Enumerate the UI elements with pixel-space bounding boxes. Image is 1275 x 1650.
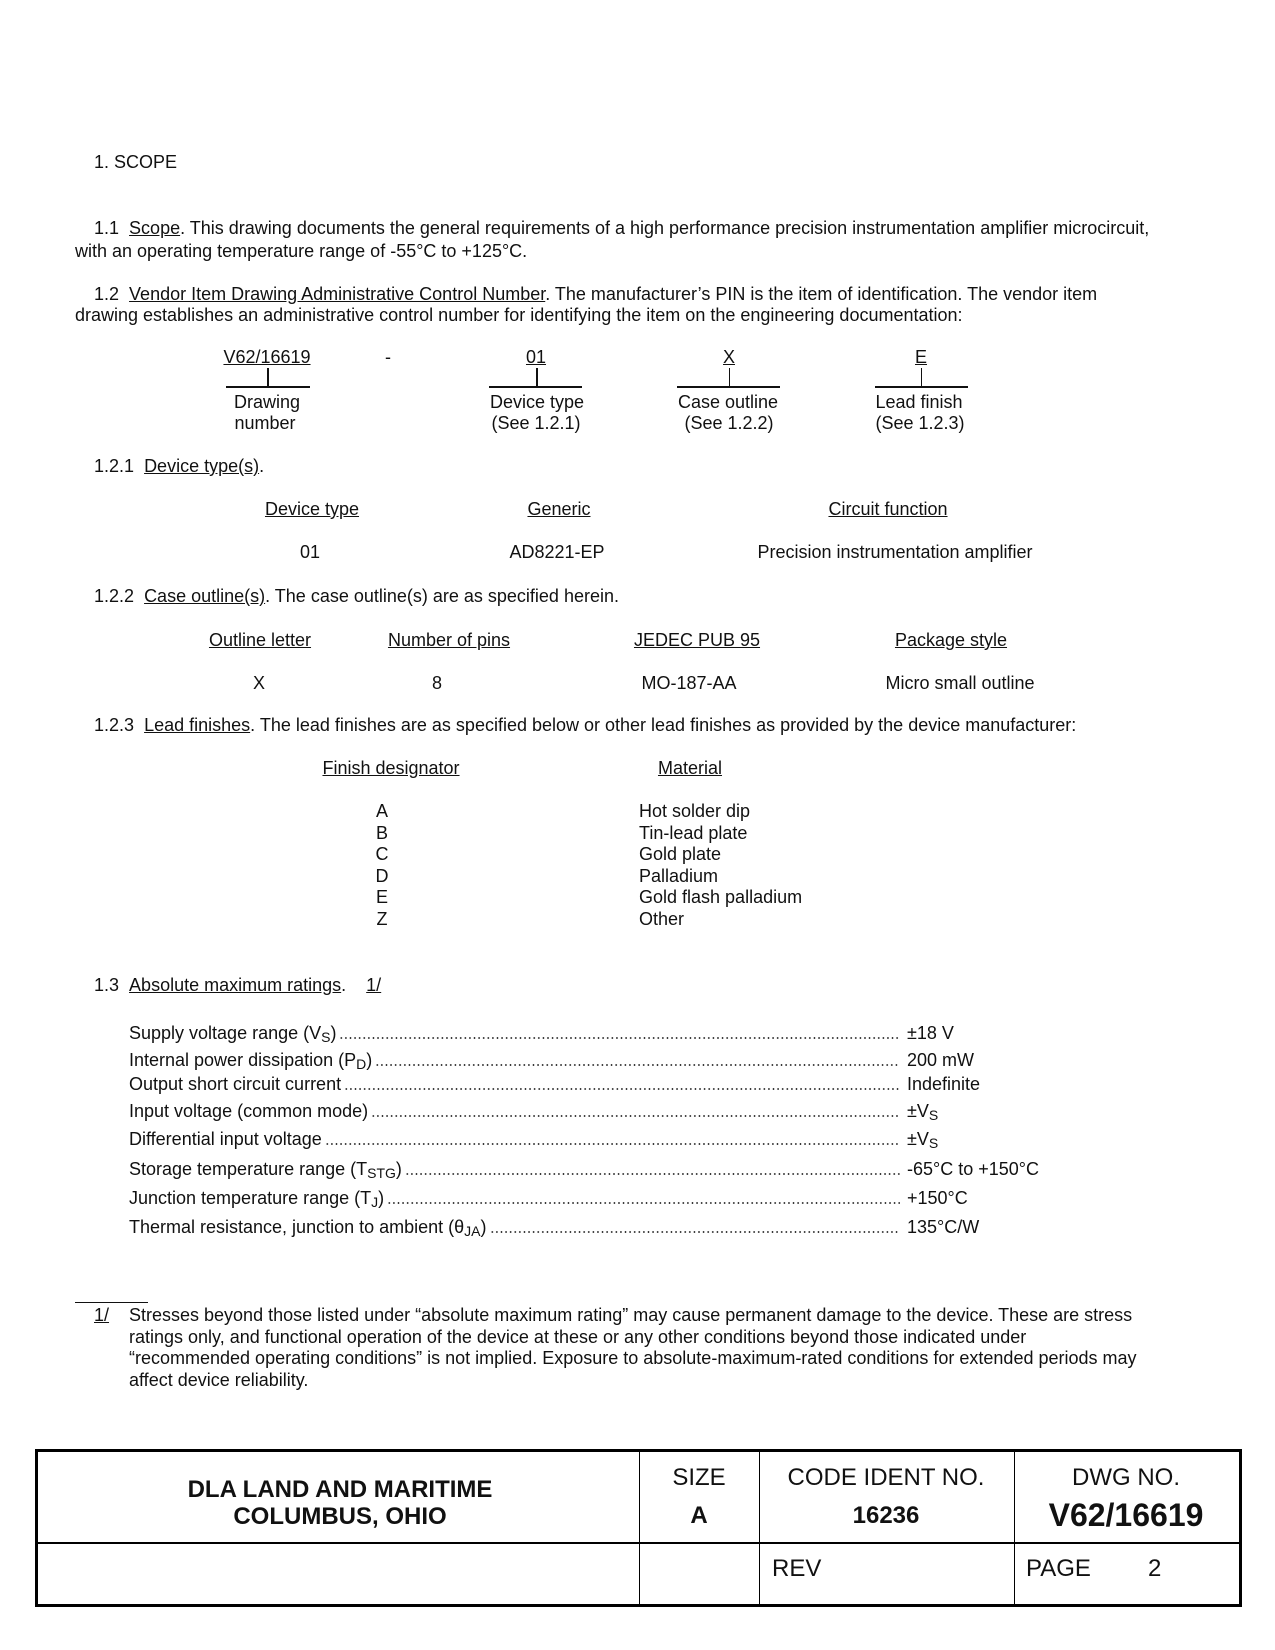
rating-value — [907, 1051, 974, 1069]
text-line: . The lead finishes are as specified below or other lead finishes as provided by the device manufacturer: — [250, 715, 1077, 735]
finish-material: Gold flash palladium — [639, 887, 803, 907]
size-label: SIZE — [672, 1464, 726, 1491]
dot-leader — [339, 1037, 900, 1039]
pin-label: number — [234, 413, 296, 433]
rating-value — [907, 1189, 968, 1207]
section-heading: Lead finishes — [144, 715, 251, 735]
section-number: 1.2.3 — [94, 715, 135, 735]
column-header: Circuit function — [828, 499, 948, 519]
column-header: Generic — [527, 499, 591, 519]
pin-dash: - — [385, 347, 391, 367]
table-cell: AD8221-EP — [509, 542, 605, 562]
rating-row — [129, 1023, 1029, 1045]
dot-leader — [371, 1115, 900, 1117]
rating-label-part: JA — [464, 1223, 481, 1239]
rating-label-part: J — [371, 1194, 379, 1210]
rating-label-part: S — [928, 1107, 939, 1123]
dwg-no-label: DWG NO. — [1072, 1464, 1180, 1491]
connector-line — [226, 386, 310, 388]
org-name: DLA LAND AND MARITIME — [187, 1476, 493, 1503]
text-line: drawing establishes an administrative control number for identifying the item on the engineering documentation: — [75, 305, 963, 325]
table-cell: 01 — [299, 542, 321, 562]
table-cell: Micro small outline — [885, 673, 1035, 693]
footnote-line: Stresses beyond those listed under “absolute maximum rating” may cause permanent damage to the device. These are stress — [129, 1305, 1133, 1325]
table-cell: MO-187-AA — [641, 673, 737, 693]
rating-row — [129, 1217, 1029, 1239]
rating-value — [907, 1101, 939, 1123]
rating-label-part: ) — [395, 1159, 402, 1179]
dot-leader — [325, 1143, 900, 1145]
rating-row — [129, 1159, 1039, 1181]
column-header: Package style — [894, 630, 1008, 650]
absolute-max-heading — [94, 976, 381, 994]
rating-label-part — [129, 1217, 487, 1239]
rating-label-part: Internal power dissipation (P — [129, 1050, 357, 1070]
connector-line — [875, 386, 968, 388]
rating-label-part — [129, 1130, 322, 1148]
rating-label-part: Junction temperature range (T — [129, 1188, 372, 1208]
rating-row — [129, 1129, 1029, 1151]
connector-line — [677, 386, 780, 388]
punctuation: . — [259, 456, 265, 476]
pin-drawing-number: V62/16619 — [223, 347, 311, 367]
section-heading: Vendor Item Drawing Administrative Control Number — [129, 284, 546, 304]
rating-row — [129, 1075, 1029, 1093]
rating-label-part: D — [356, 1056, 367, 1072]
section-heading: Case outline(s) — [144, 586, 266, 606]
connector-line — [729, 368, 730, 387]
size-value: A — [690, 1502, 708, 1529]
column-header: Material — [657, 758, 723, 778]
rating-label-part — [129, 1050, 373, 1072]
dot-leader — [375, 1064, 900, 1066]
scope-paragraph — [94, 219, 1149, 237]
column-header: Number of pins — [387, 630, 511, 650]
finish-designator: E — [375, 887, 389, 907]
text-line: . The manufacturer’s PIN is the item of identification. The vendor item — [545, 284, 1098, 304]
rating-label-part: STG — [367, 1165, 396, 1181]
rating-row — [129, 1101, 1029, 1123]
dot-leader — [490, 1231, 900, 1233]
rev-label: REV — [772, 1555, 822, 1582]
connector-line — [921, 368, 922, 387]
table-cell: Precision instrumentation amplifier — [757, 542, 1033, 562]
lead-finishes-heading — [94, 716, 1076, 734]
dot-leader — [344, 1088, 900, 1090]
section-number: 1.2 — [94, 284, 120, 304]
device-types-heading — [94, 457, 264, 475]
pin-device-type: 01 — [525, 347, 547, 367]
table-cell: 8 — [431, 673, 443, 693]
footnote-line: ratings only, and functional operation of the device at these or any other conditions beyond those indicated under — [129, 1327, 1027, 1347]
finish-material: Tin-lead plate — [639, 823, 748, 843]
rating-value — [907, 1160, 1039, 1178]
table-cell: X — [252, 673, 266, 693]
pin-label: Drawing — [233, 392, 301, 412]
rating-label-part: Input voltage (common mode) — [129, 1101, 369, 1121]
rating-label-part: Storage temperature range (T — [129, 1159, 368, 1179]
case-outlines-heading — [94, 587, 619, 605]
finish-designator: B — [375, 823, 389, 843]
rating-label-part: ±V — [907, 1129, 929, 1149]
finish-material: Palladium — [639, 866, 719, 886]
rating-value — [907, 1075, 980, 1093]
rating-label-part: ±18 V — [907, 1023, 954, 1043]
punctuation: . — [341, 975, 347, 995]
dot-leader — [405, 1173, 900, 1175]
rating-value — [907, 1218, 979, 1236]
rating-label-part: Indefinite — [907, 1074, 981, 1094]
rating-label-part: ) — [366, 1050, 373, 1070]
dwg-no-value: V62/16619 — [1048, 1497, 1204, 1533]
text-line: with an operating temperature range of -55°C to +125°C. — [75, 241, 528, 261]
finish-designator: Z — [376, 909, 388, 929]
section-heading: Absolute maximum ratings — [129, 975, 342, 995]
pin-label: (See 1.2.2) — [684, 413, 774, 433]
pin-paragraph — [94, 285, 1097, 303]
rating-label-part — [129, 1102, 368, 1120]
dot-leader — [387, 1202, 900, 1204]
rating-label-part: S — [928, 1135, 939, 1151]
rating-label-part — [129, 1159, 402, 1181]
column-header: JEDEC PUB 95 — [633, 630, 761, 650]
page-number: 2 — [1148, 1555, 1162, 1582]
text-line: . This drawing documents the general requirements of a high performance precision instrumentation amplifier microcircuit, — [180, 218, 1150, 238]
pin-label: (See 1.2.1) — [491, 413, 581, 433]
code-ident-value: 16236 — [852, 1502, 920, 1529]
rating-value — [907, 1129, 939, 1151]
rating-label-part: ) — [480, 1217, 487, 1237]
rating-label-part: -65°C to +150°C — [907, 1159, 1039, 1179]
finish-designator: C — [375, 844, 389, 864]
rating-value — [907, 1024, 954, 1042]
finish-material: Other — [639, 909, 685, 929]
rating-label-part: Output short circuit current — [129, 1074, 342, 1094]
rating-row — [129, 1188, 1029, 1210]
rating-label-part: 135°C/W — [907, 1217, 980, 1237]
footnote-line: affect device reliability. — [129, 1370, 309, 1390]
column-header: Device type — [264, 499, 360, 519]
pin-lead-finish: E — [914, 347, 928, 367]
rating-row — [129, 1050, 1029, 1072]
finish-designator: A — [375, 801, 389, 821]
page-label: PAGE — [1026, 1555, 1091, 1582]
column-header: Outline letter — [208, 630, 312, 650]
footnote-line: “recommended operating conditions” is not implied. Exposure to absolute-maximum-rated conditions for extended periods may — [129, 1348, 1137, 1368]
section-heading: Device type(s) — [144, 456, 260, 476]
rating-label-part: Differential input voltage — [129, 1129, 322, 1149]
rating-label-part: Thermal resistance, junction to ambient (θ — [129, 1217, 465, 1237]
section-number: 1.2.1 — [94, 456, 135, 476]
finish-material: Gold plate — [639, 844, 722, 864]
rating-label-part: ) — [330, 1023, 337, 1043]
pin-case-outline: X — [722, 347, 736, 367]
rating-label-part — [129, 1188, 385, 1210]
rating-label-part: Supply voltage range (V — [129, 1023, 322, 1043]
pin-label: Case outline — [677, 392, 779, 412]
section-number: 1.2.2 — [94, 586, 135, 606]
rating-label-part: ) — [378, 1188, 385, 1208]
pin-label: Lead finish — [875, 392, 963, 412]
column-header: Finish designator — [322, 758, 460, 778]
rating-label-part — [129, 1075, 341, 1093]
rating-label-part: 200 mW — [907, 1050, 975, 1070]
pin-label: (See 1.2.3) — [875, 413, 965, 433]
pin-label: Device type — [489, 392, 585, 412]
rating-label-part: +150°C — [907, 1188, 968, 1208]
connector-line — [267, 368, 269, 387]
org-location: COLUMBUS, OHIO — [233, 1503, 447, 1530]
rating-label-part: ±V — [907, 1101, 929, 1121]
title-block — [35, 1449, 1242, 1607]
text-line: . The case outline(s) are as specified herein. — [265, 586, 619, 606]
rating-label-part — [129, 1023, 337, 1045]
section-number: 1.1 — [94, 218, 120, 238]
finish-material: Hot solder dip — [639, 801, 751, 821]
section-heading: Scope — [129, 218, 181, 238]
connector-line — [536, 368, 538, 387]
section-number: 1.3 — [94, 975, 120, 995]
footnote-divider — [75, 1302, 148, 1303]
footnote-mark: 1/ — [94, 1305, 110, 1325]
code-ident-label: CODE IDENT NO. — [787, 1464, 985, 1491]
section-title: 1. SCOPE — [94, 152, 178, 172]
connector-line — [489, 386, 582, 388]
footnote-reference[interactable]: 1/ — [366, 975, 382, 995]
rating-label-part: S — [321, 1029, 331, 1045]
finish-designator: D — [375, 866, 389, 886]
